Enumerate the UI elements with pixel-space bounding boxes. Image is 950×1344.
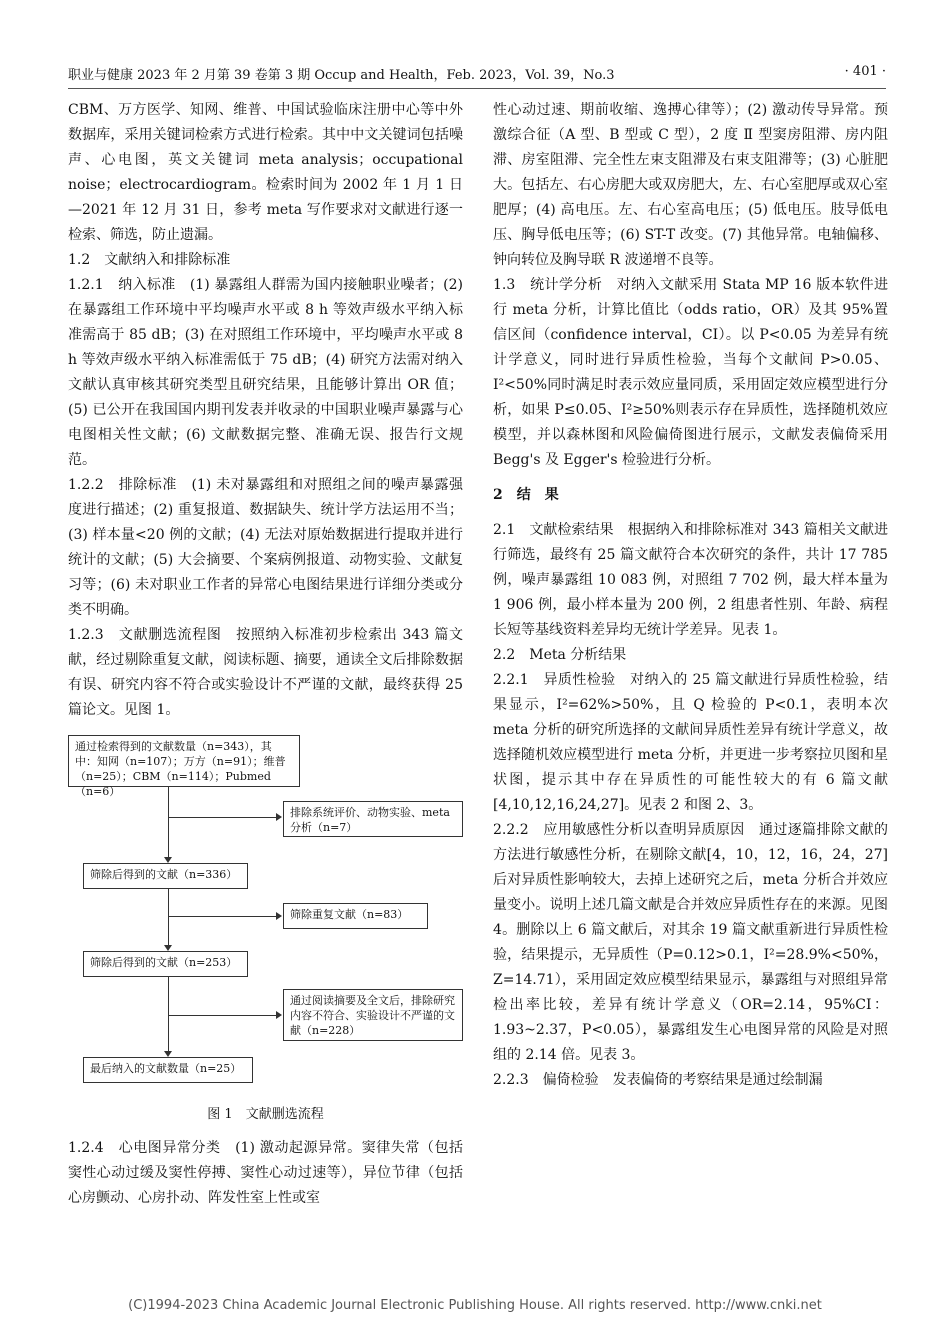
heading-1-2: 1.2 文献纳入和排除标准 [68,252,231,268]
paragraph-1-2-4: 1.2.4 心电图异常分类 (1) 激动起源异常。窦律失常（包括窦性心动过缓及窦性停搏、窦性心动过速等），异位节律（包括心房颤动、心房扑动、阵发性室上性或室 [68,1140,463,1206]
paragraph-2-1: 2.1 文献检索结果 根据纳入和排除标准对 343 篇相关文献进行筛选，最终有 25 篇文献符合本次研究的条件，共计 17 785 例，噪声暴露组 10 083 例，对照组 7 702 例，最大样本量为 1 906 例，最小样本量为 200 例，2 组患者性别、年龄、病程长短等基线资料差异均无统计学差异。见表 1。 [493,522,888,638]
paragraph-2-2-1: 2.2.1 异质性检验 对纳入的 25 篇文献进行异质性检验，结果显示，I²=62%>50%，且 Q 检验的 P<0.1，表明本次 meta 分析的研究所选择的文献间异质性差异有统计学意义，故选择随机效应模型进行 meta 分析，并更进一步考察拉贝图和星状图，提示其中存在异质性的可能性较大的有 6 篇文献[4,10,12,16,24,27]。见表 2 和图 2、3。 [493,672,888,813]
flow-box-exclude-duplicates: 筛除重复文献（n=83） [283,903,428,929]
flow-box-exclude-fulltext: 通过阅读摘要及全文后，排除研究内容不符合、实验设计不严谨的文献（n=228） [283,989,463,1041]
heading-2-results: 2 结 果 [493,487,559,503]
header-rule [68,88,886,89]
heading-2-2: 2.2 Meta 分析结果 [493,647,627,663]
paragraph-1-2-3: 1.2.3 文献删选流程图 按照纳入标准初步检索出 343 篇文献，经过剔除重复文献，阅读标题、摘要，通读全文后排除数据有误、研究内容不符合或实验设计不严谨的文献，最终获得 25 篇论文。见图 1。 [68,627,463,718]
flow-arrow [276,813,282,821]
flow-box-exclude-reviews: 排除系统评价、动物实验、meta 分析（n=7） [283,801,463,837]
paragraph-2-2-3: 2.2.3 偏倚检验 发表偏倚的考察结果是通过绘制漏 [493,1072,823,1088]
flowchart-figure-1 [68,735,463,1097]
flow-box-after-screen-1: 筛除后得到的文献（n=336） [83,863,248,889]
paragraph-2-2-2: 2.2.2 应用敏感性分析以查明异质原因 通过逐篇排除文献的方法进行敏感性分析，在剔除文献[4，10，12，16，24，27]后对异质性影响较大，去掉上述研究之后，meta 分析合并效应量变小。说明上述几篇文献是合并效应异质性存在的来源。见图 4。删除以上 6 篇文献后，对其余 19 篇文献重新进行异质性检验，结果提示，无异质性（P=0.12>0.1，I²=28.9%<50%，Z=14.71），采用固定效应模型结果显示，暴露组与对照组异常检出率比较，差异有统计学意义（OR=2.14，95%CI：1.93~2.37，P<0.05），暴露组发生心电图异常的风险是对照组的 2.14 倍。见表 3。 [493,822,888,1063]
page-number: · 401 · [844,64,886,79]
copyright-footer: (C)1994-2023 China Academic Journal Electronic Publishing House. All rights reserved. http://www.cnki.net [128,1298,822,1313]
figure-1-caption: 图 1 文献删选流程 [207,1107,324,1122]
paragraph-1-2-2: 1.2.2 排除标准 (1) 未对暴露组和对照组之间的噪声暴露强度进行描述；(2) 重复报道、数据缺失、统计学方法运用不当；(3) 样本量<20 例的文献；(4) 无法对原始数据进行提取并进行统计的文献；(5) 大会摘要、个案病例报道、动物实验、文献复习等；(6) 未对职业工作者的异常心电图结果进行详细分类或分类不明确。 [68,477,463,618]
flow-connector [168,977,169,1055]
journal-info: 职业与健康 2023 年 2 月第 39 卷第 3 期 Occup and Health，Feb. 2023，Vol. 39，No.3 [68,68,615,83]
flow-connector [168,817,278,818]
flow-arrow [276,912,282,920]
flow-connector [168,916,278,917]
flow-box-after-screen-2: 筛除后得到的文献（n=253） [83,951,248,977]
flow-arrow [276,1011,282,1019]
running-header [68,64,886,86]
flow-connector [168,889,169,949]
paragraph-search-method: CBM、万方医学、知网、维普、中国试验临床注册中心等中外数据库，采用关键词检索方式进行检索。其中中文关键词包括噪声、心电图，英文关键词 meta analysis；occupational noise；electrocardiogram。检索时间为 2002 年 1 月 1 日—2021 年 12 月 31 日，参考 meta 写作要求对文献进行逐一检索、筛选，防止遗漏。 [68,102,463,243]
paragraph-1-3: 1.3 统计学分析 对纳入文献采用 Stata MP 16 版本软件进行 meta 分析，计算比值比（odds ratio，OR）及其 95%置信区间（confidence interval，CI）。以 P<0.05 为差异有统计学意义，同时进行异质性检验，当每个文献间 P>0.05、I²<50%同时满足时表示效应量同质，采用固定效应模型进行分析，如果 P≤0.05、I²≥50%则表示存在异质性，选择随机效应模型，并以森林图和风险偏倚图进行展示，文献发表偏倚采用 Begg's 及 Egger's 检验进行分析。 [493,277,888,468]
paragraph-ecg-classification-cont: 性心动过速、期前收缩、逸搏心律等）；(2) 激动传导异常。预激综合征（A 型、B 型或 C 型），2 度 Ⅱ 型窦房阻滞、房内阻滞、房室阻滞、完全性左束支阻滞及右束支阻滞等；(3) 心脏肥大。包括左、右心房肥大或双房肥大，左、右心室肥厚或双心室肥厚；(4) 高电压。左、右心室高电压；(5) 低电压。肢导低电压、胸导低电压等；(6) ST-T 改变。(7) 其他异常。电轴偏移、钟向转位及胸导联 R 波递增不良等。 [493,102,888,268]
left-column [68,98,463,1211]
paragraph-1-2-1: 1.2.1 纳入标准 (1) 暴露组人群需为国内接触职业噪者；(2) 在暴露组工作环境中平均噪声水平或 8 h 等效声级水平纳入标准需高于 85 dB；(3) 在对照组工作环境中，平均噪声水平或 8 h 等效声级水平纳入标准需低于 75 dB；(4) 研究方法需对纳入文献认真审核其研究类型且研究结果，且能够计算出 OR 值；(5) 已公开在我国国内期刊发表并收录的中国职业噪声暴露与心电图相关性文献；(6) 文献数据完整、准确无误、报告行文规范。 [68,277,463,468]
flow-connector [168,787,169,861]
flow-connector [168,1015,278,1016]
right-column [493,98,888,1093]
flow-box-final-included: 最后纳入的文献数量（n=25） [83,1057,253,1083]
flow-box-retrieved: 通过检索得到的文献数量（n=343），其中：知网（n=107）；万方（n=91）；维普（n=25）；CBM（n=114）；Pubmed（n=6） [68,735,300,787]
